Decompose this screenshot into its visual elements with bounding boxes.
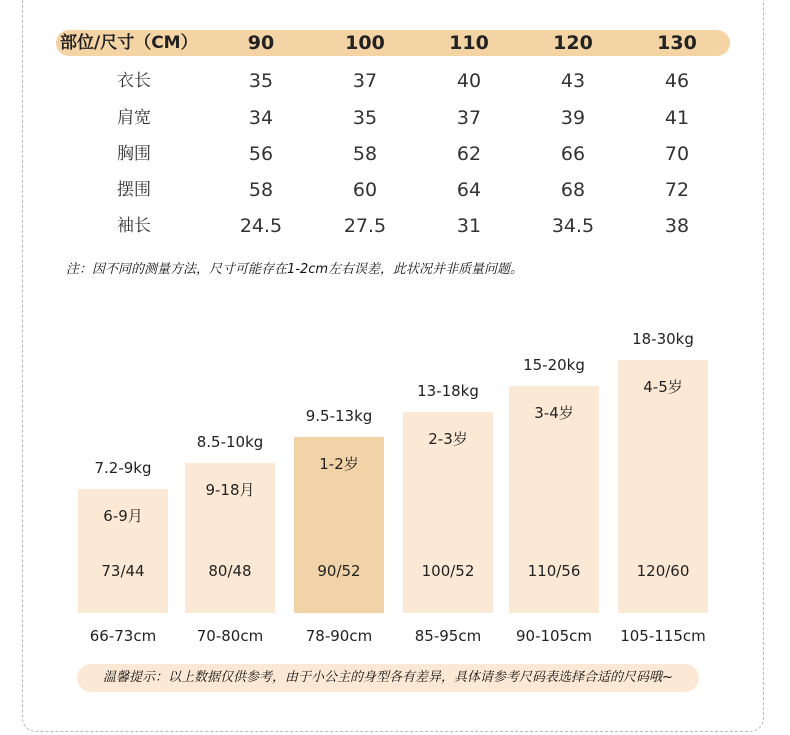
table-cell: 43 [560, 70, 586, 92]
row-label: 胸围 [117, 144, 151, 164]
header-label: 部位/尺寸（CM） [60, 33, 198, 53]
size-header-130: 130 [657, 32, 697, 54]
height-label: 70-80cm [196, 627, 264, 645]
table-cell: 62 [456, 143, 482, 165]
row-label: 摆围 [117, 180, 151, 200]
measurement-note: 注：因不同的测量方法，尺寸可能存在1-2cm左右误差，此状况并非质量问题。 [66, 262, 524, 277]
table-cell: 35 [352, 107, 378, 129]
age-label: 1-2岁 [319, 455, 359, 474]
table-cell: 38 [664, 215, 690, 237]
table-cell: 60 [352, 179, 378, 201]
table-cell: 27.5 [343, 215, 387, 237]
table-cell: 68 [560, 179, 586, 201]
height-label: 105-115cm [620, 627, 706, 645]
table-cell: 58 [248, 179, 274, 201]
row-label: 肩宽 [117, 108, 151, 128]
weight-label: 13-18kg [417, 381, 479, 400]
size-label: 120/60 [636, 562, 690, 580]
size-label: 73/44 [101, 562, 145, 580]
table-cell: 66 [560, 143, 586, 165]
size-label: 80/48 [208, 562, 252, 580]
table-cell: 64 [456, 179, 482, 201]
row-label: 袖长 [117, 216, 151, 236]
size-header-110: 110 [449, 32, 489, 54]
size-label: 110/56 [527, 562, 581, 580]
age-label: 6-9月 [103, 507, 143, 525]
table-cell: 46 [664, 70, 690, 92]
weight-label: 18-30kg [632, 330, 694, 348]
weight-label: 15-20kg [523, 355, 585, 374]
table-cell: 41 [664, 107, 690, 129]
table-cell: 24.5 [239, 215, 283, 237]
age-label: 2-3岁 [428, 429, 468, 448]
table-cell: 37 [352, 70, 378, 92]
height-label: 78-90cm [305, 627, 373, 645]
warm-tip: 温馨提示：以上数据仅供参考，由于小公主的身型各有差异，具体请参考尺码表选择合适的尺码哦~ [77, 664, 699, 692]
weight-label: 8.5-10kg [196, 433, 264, 452]
weight-label: 9.5-13kg [305, 407, 373, 426]
table-cell: 58 [352, 143, 378, 165]
height-label: 66-73cm [89, 627, 157, 645]
table-cell: 34 [248, 107, 274, 129]
row-label: 衣长 [117, 71, 151, 91]
size-label: 90/52 [317, 562, 361, 580]
size-header-90: 90 [247, 32, 275, 54]
age-label: 3-4岁 [534, 403, 574, 422]
table-cell: 34.5 [551, 215, 595, 237]
table-cell: 40 [456, 70, 482, 92]
size-label: 100/52 [421, 562, 475, 580]
table-cell: 35 [248, 70, 274, 92]
table-cell: 37 [456, 107, 482, 129]
age-label: 9-18月 [205, 481, 255, 500]
size-header-100: 100 [345, 32, 385, 54]
table-cell: 72 [664, 179, 690, 201]
table-cell: 56 [248, 143, 274, 165]
height-label: 85-95cm [414, 627, 482, 645]
table-cell: 70 [664, 143, 690, 165]
size-header-120: 120 [553, 32, 593, 54]
weight-label: 7.2-9kg [94, 459, 152, 477]
height-label: 90-105cm [516, 627, 592, 645]
table-cell: 39 [560, 107, 586, 129]
table-cell: 31 [456, 215, 482, 237]
age-label: 4-5岁 [643, 378, 683, 396]
